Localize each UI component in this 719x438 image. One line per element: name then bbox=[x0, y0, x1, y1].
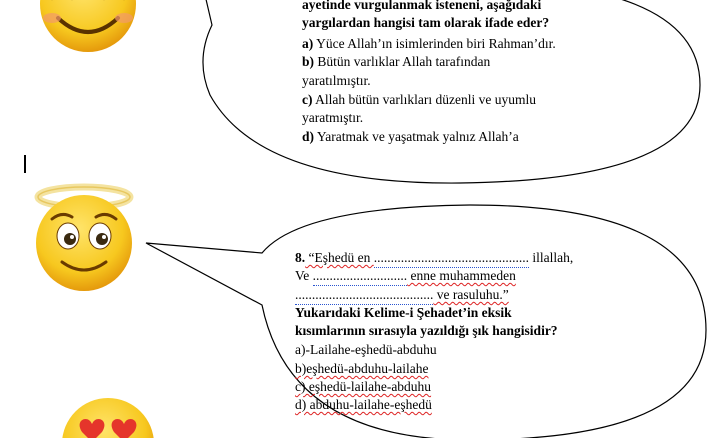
q8-blank-2[interactable]: ............................ bbox=[313, 267, 408, 286]
q8-blank-1[interactable]: .............................................. bbox=[374, 249, 529, 268]
q8-verse-end-3: ve rasuluhu.” bbox=[433, 287, 509, 302]
q8-stem-line2: kısımlarının sırasıyla yazıldığı şık hangisidir? bbox=[295, 323, 558, 338]
angel-halo-emoji-icon bbox=[36, 187, 132, 291]
q7-option-a-text: Yüce Allah’ın isimlerinden biri Rahman’dır. bbox=[313, 36, 556, 51]
q7-option-c-letter: c) bbox=[302, 92, 313, 107]
q7-option-c[interactable] bbox=[302, 91, 536, 109]
q8-stem-line1: Yukarıdaki Kelime-i Şehadet’in eksik bbox=[295, 305, 512, 320]
q8-blank-3[interactable]: ......................................... bbox=[295, 286, 433, 305]
q8-verse-end-1: illallah, bbox=[528, 250, 574, 265]
q8-number: 8. bbox=[295, 250, 306, 265]
q8-verse-ve: Ve bbox=[295, 268, 313, 283]
q8-verse-start: “Eşhedü en bbox=[305, 250, 374, 265]
q7-option-d-letter: d) bbox=[302, 129, 315, 144]
q7-stem-line2: yargılardan hangisi tam olarak ifade eder? bbox=[302, 15, 550, 30]
q7-option-c-text: Allah bütün varlıkları düzenli ve uyumlu bbox=[312, 92, 536, 107]
heart-eyes-emoji-icon bbox=[62, 398, 154, 438]
q7-option-d[interactable] bbox=[302, 128, 519, 146]
q7-stem-line1: ayetinde vurgulanmak isteneni, aşağıdaki bbox=[302, 0, 542, 12]
q8-option-b[interactable]: b)eşhedü-abduhu-lailahe bbox=[295, 361, 429, 376]
smiling-emoji-icon bbox=[40, 0, 136, 52]
q8-option-a[interactable]: a)-Lailahe-eşhedü-abduhu bbox=[295, 342, 437, 357]
q7-option-b-text: Bütün varlıklar Allah tarafından bbox=[314, 54, 491, 69]
q7-option-c-cont: yaratmıştır. bbox=[302, 110, 364, 125]
q8-verse-end-2: enne muhammeden bbox=[407, 268, 516, 283]
q8-option-c[interactable]: c) eşhedü-lailahe-abduhu bbox=[295, 379, 432, 394]
q7-option-b[interactable] bbox=[302, 53, 490, 71]
text-cursor bbox=[24, 155, 26, 173]
q7-option-b-cont: yaratılmıştır. bbox=[302, 73, 371, 88]
q8-option-d[interactable]: d) abduhu-lailahe-eşhedü bbox=[295, 397, 432, 412]
q7-option-a[interactable] bbox=[302, 35, 556, 53]
q8-verse-line3 bbox=[295, 286, 509, 305]
q8-verse-line2 bbox=[295, 267, 516, 286]
q8-verse-line1 bbox=[295, 249, 573, 268]
q7-option-b-letter: b) bbox=[302, 54, 315, 69]
q7-option-d-text: Yaratmak ve yaşatmak yalnız Allah’a bbox=[314, 129, 519, 144]
q7-option-a-letter: a) bbox=[302, 36, 314, 51]
